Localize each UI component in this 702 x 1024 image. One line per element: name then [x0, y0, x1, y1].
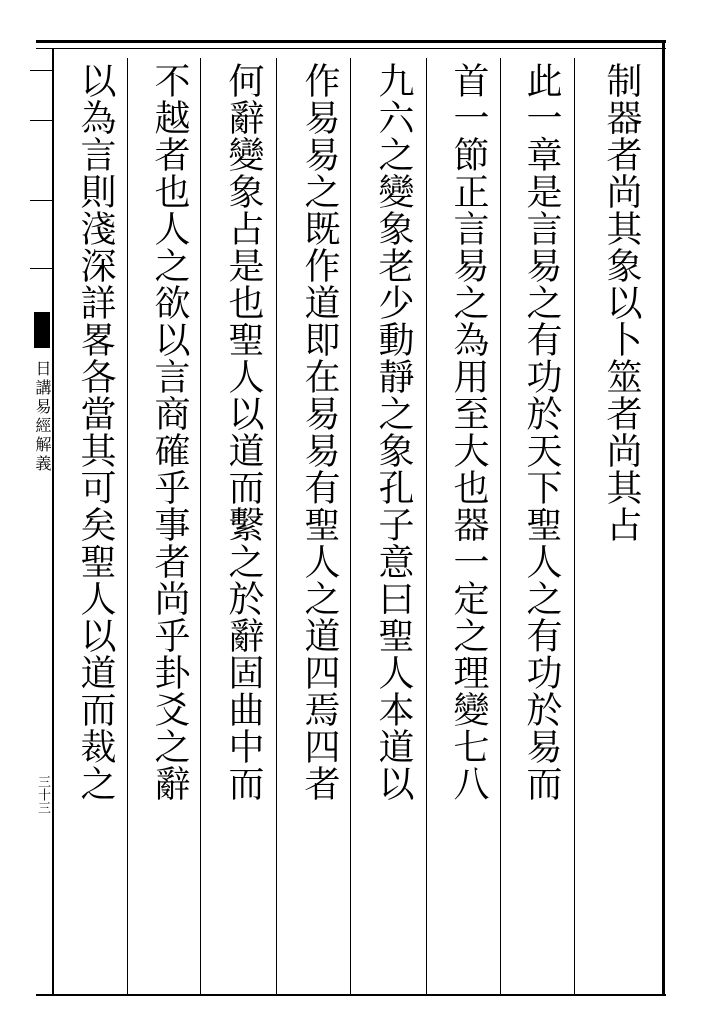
fold-book-title: 日講易經解義: [33, 360, 52, 474]
fold-tick: [30, 70, 52, 71]
fold-fishtail-block: [34, 312, 50, 348]
column-divider: [200, 58, 201, 994]
frame-bottom-rule: [36, 994, 666, 996]
text-column-4: 九六之變象老少動靜之象孔子意曰聖人本道以: [373, 62, 414, 802]
text-column-8: 以為言則淺深詳畧各當其可矣聖人以道而裁之: [75, 62, 116, 802]
text-column-3: 首一節正言易之為用至大也器一定之理變七八: [448, 62, 489, 802]
text-column-6: 何辭變象占是也聖人以道而繫之於辭固曲中而: [223, 62, 264, 802]
fold-page-number: 三十三: [35, 775, 50, 814]
column-divider: [276, 58, 277, 994]
text-column-5: 作易易之既作道即在易易有聖人之道四焉四者: [299, 62, 340, 802]
text-column-7: 不越者也人之欲以言商確乎事者尚乎卦爻之辭: [149, 62, 190, 802]
text-column-1: 制器者尚其象以卜筮者尚其占: [601, 62, 642, 543]
column-divider: [574, 58, 575, 994]
frame-top-inner-rule: [36, 48, 666, 49]
fold-tick: [30, 120, 52, 121]
fold-tick: [30, 200, 52, 201]
frame-left-rule: [52, 48, 54, 996]
fold-tick: [30, 268, 52, 269]
frame-right-rule: [662, 40, 665, 996]
column-divider: [127, 58, 128, 994]
column-divider: [500, 58, 501, 994]
column-divider: [426, 58, 427, 994]
frame-top-rule: [36, 40, 666, 43]
text-column-2: 此一章是言易之有功於天下聖人之有功於易而: [521, 62, 562, 802]
column-divider: [350, 58, 351, 994]
